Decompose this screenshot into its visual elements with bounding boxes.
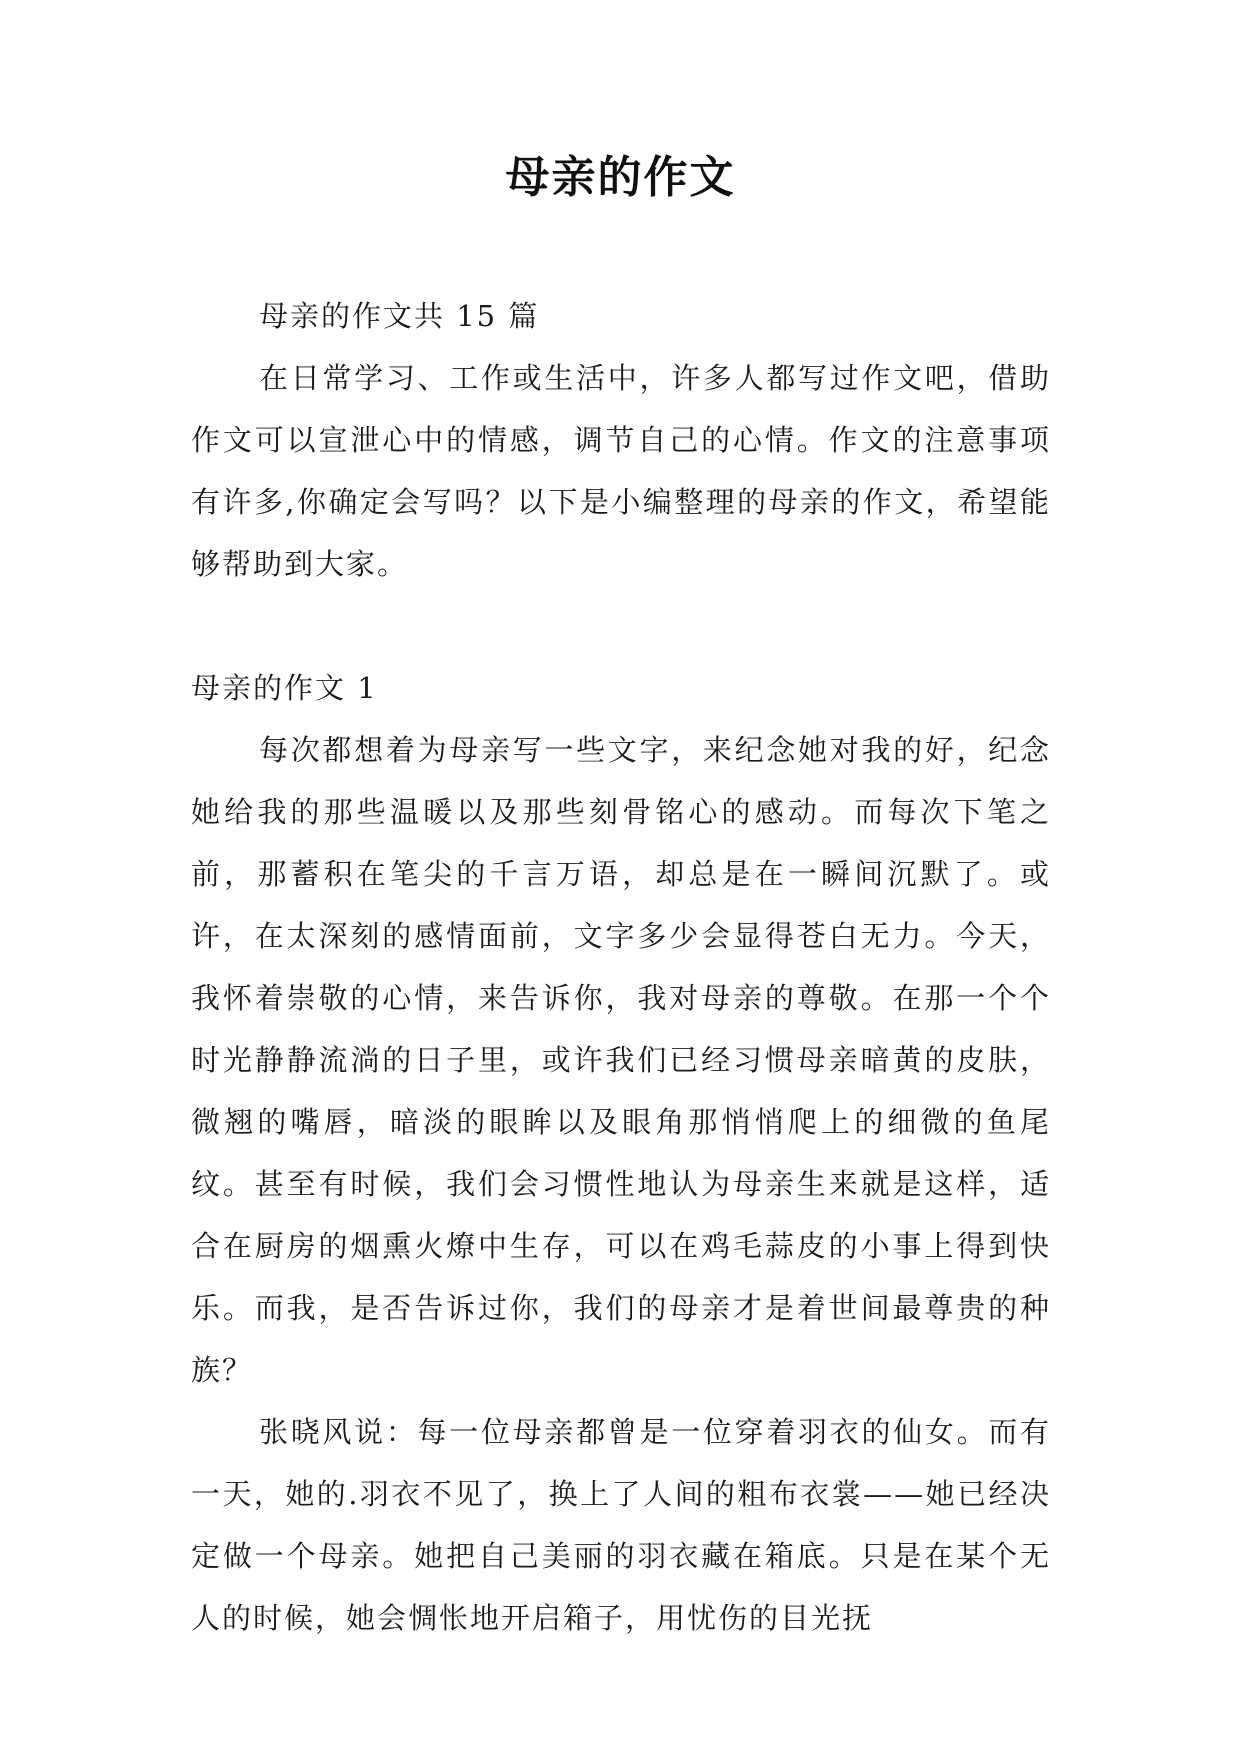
section-heading: 母亲的作文 1 [191, 671, 378, 705]
body-paragraph: 张晓风说：每一位母亲都曾是一位穿着羽衣的仙女。而有一天，她的.羽衣不见了，换上了人间的粗布衣裳——她已经决定做一个母亲。她把自己美丽的羽衣藏在箱底。只是在某个无人的时候，她会惆怅地开启箱子，用忧伤的目光抚 [191, 1415, 1051, 1635]
document-title: 母亲的作文 [505, 152, 736, 203]
body-paragraph: 每次都想着为母亲写一些文字，来纪念她对我的好，纪念她给我的那些温暖以及那些刻骨铭心的感动。而每次下笔之前，那蓄积在笔尖的千言万语，却总是在一瞬间沉默了。或许，在太深刻的感情面前，文字多少会显得苍白无力。今天，我怀着崇敬的心情，来告诉你，我对母亲的尊敬。在那一个个时光静静流淌的日子里，或许我们已经习惯母亲暗黄的皮肤，微翘的嘴唇，暗淡的眼眸以及眼角那悄悄爬上的细微的鱼尾纹。甚至有时候，我们会习惯性地认为母亲生来就是这样，适合在厨房的烟熏火燎中生存，可以在鸡毛蒜皮的小事上得到快乐。而我，是否告诉过你，我们的母亲才是着世间最尊贵的种族？ [191, 733, 1051, 1387]
intro-count: 母亲的作文共 15 篇 [259, 299, 540, 333]
document-body [191, 285, 1051, 1649]
intro-paragraph: 在日常学习、工作或生活中，许多人都写过作文吧，借助作文可以宣泄心中的情感，调节自己的心情。作文的注意事项有许多,你确定会写吗？以下是小编整理的母亲的作文，希望能够帮助到大家。 [191, 361, 1051, 581]
